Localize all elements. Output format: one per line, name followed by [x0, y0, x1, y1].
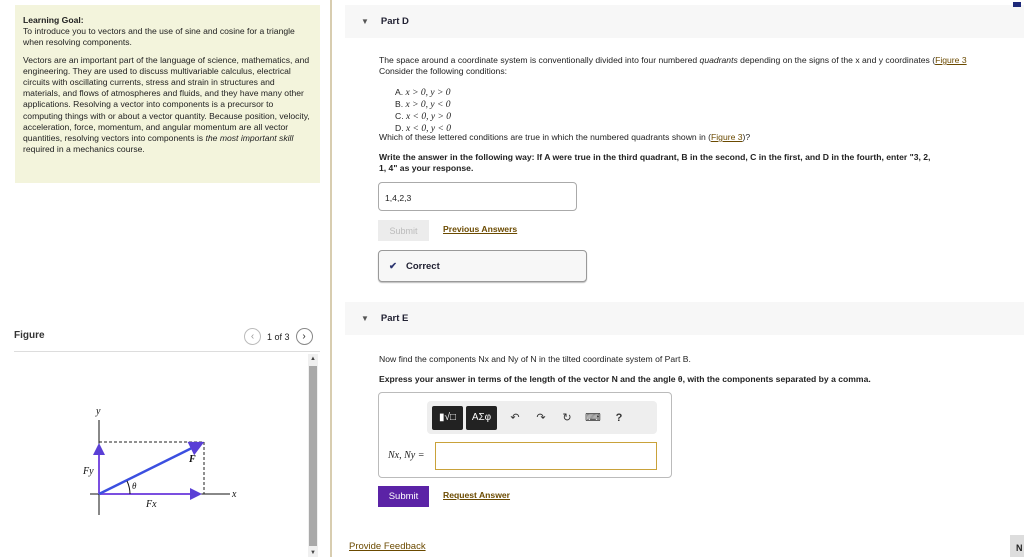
part-d-header[interactable]	[345, 5, 1024, 38]
part-e-instruction: Express your answer in terms of the length of the vector N and the angle θ, with the components separated by a comma.	[379, 374, 871, 384]
redo-icon[interactable]: ↷	[536, 412, 546, 424]
templates-button[interactable]: ▮√□	[432, 406, 463, 430]
math-answer-box	[378, 392, 672, 478]
condition-item: A. x > 0, y > 0	[395, 87, 451, 98]
part-d-question: Which of these lettered conditions are true in which the numbered quadrants shown in (Figure 3)?	[379, 132, 751, 142]
reset-icon[interactable]: ↻	[562, 412, 572, 424]
keyboard-icon[interactable]: ⌨	[585, 412, 601, 424]
f-vector	[99, 443, 202, 494]
greek-symbols-button[interactable]: ΑΣφ	[466, 406, 497, 430]
help-button[interactable]: ?	[615, 411, 623, 424]
y-label: y	[96, 406, 101, 417]
figure-scrollbar[interactable]: ▲ ▼	[308, 354, 318, 557]
x-label: x	[232, 489, 237, 500]
figure-link[interactable]: Figure 3	[711, 132, 743, 142]
scrollbar-thumb[interactable]	[309, 366, 317, 546]
figure-pager	[244, 328, 313, 345]
part-d-submit-button[interactable]: Submit	[378, 220, 429, 241]
part-d-instruction: Write the answer in the following way: If A were true in the third quadrant, B in the second, C in the first, and D in the fourth, enter "3, 2, 1, 4" as your response.	[379, 152, 931, 173]
panel-divider[interactable]	[330, 0, 332, 557]
correct-text: Correct	[405, 260, 440, 272]
prev-figure-button[interactable]: ‹	[244, 328, 261, 345]
math-toolbar	[427, 401, 657, 434]
part-e-submit-button[interactable]: Submit	[378, 486, 429, 507]
provide-feedback-link[interactable]: Provide Feedback	[349, 541, 426, 552]
part-e-question: Now find the components Nx and Ny of N in the tilted coordinate system of Part B.	[379, 354, 691, 364]
next-button[interactable]: N	[1010, 535, 1024, 557]
correct-feedback	[378, 250, 587, 282]
part-d-title: Part D	[380, 16, 409, 27]
figure-title: Figure	[14, 330, 45, 341]
fx-label: Fx	[146, 499, 157, 510]
next-figure-button[interactable]: ›	[296, 328, 313, 345]
collapse-icon: ▼	[361, 17, 369, 26]
learning-goal-heading: Learning Goal:	[23, 15, 84, 25]
corner-indicator	[1013, 2, 1021, 7]
learning-goal-intro: To introduce you to vectors and the use of sine and cosine for a triangle when resolving components.	[23, 26, 295, 48]
learning-goal-panel	[15, 5, 320, 183]
condition-item: B. x > 0, y < 0	[395, 99, 451, 110]
learning-goal-emphasis: the most important skill	[205, 133, 294, 144]
f-label: F	[189, 454, 196, 465]
condition-item: D. x < 0, y < 0	[395, 123, 451, 134]
vector-components-figure	[80, 400, 250, 515]
conditions-list	[395, 87, 451, 135]
part-e-title: Part E	[380, 313, 409, 324]
part-e-answer-input[interactable]	[435, 442, 657, 470]
undo-icon[interactable]: ↶	[510, 412, 520, 424]
check-icon: ✔	[389, 260, 397, 272]
part-d-intro: The space around a coordinate system is conventionally divided into four numbered quadrants depending on the signs of the x and y coordinates (Figure 3 Consider the following conditions:	[379, 55, 967, 76]
part-e-header[interactable]	[345, 302, 1024, 335]
previous-answers-link[interactable]: Previous Answers	[443, 224, 518, 234]
condition-item: C. x < 0, y > 0	[395, 111, 451, 122]
theta-label: θ	[132, 481, 137, 491]
learning-goal-end: required in a mechanics course.	[23, 144, 145, 155]
theta-arc	[127, 481, 130, 494]
figure-divider	[14, 351, 320, 352]
answer-label: Nx, Ny =	[388, 450, 425, 461]
request-answer-link[interactable]: Request Answer	[443, 490, 511, 500]
collapse-icon: ▼	[361, 314, 369, 323]
figure-link[interactable]: Figure 3	[935, 55, 967, 65]
part-d-answer-input[interactable]: 1,4,2,3	[378, 182, 577, 211]
figure-page-count: 1 of 3	[267, 331, 290, 342]
fy-label: Fy	[83, 466, 94, 477]
learning-goal-body: Vectors are an important part of the language of science, mathematics, and engineering. They are used to discuss multivariable calculus, electrical circuits with oscillating currents, stress and strain in structures and materials, and flows of atmospheres and fluids, and they have many other applications. Resolving a vector into components is a precursor to computing things with or about a vector quantity. Because position, velocity, acceleration, force, momentum, and angular momentum are all vector quantities, resolving vectors into components is	[23, 54, 310, 144]
